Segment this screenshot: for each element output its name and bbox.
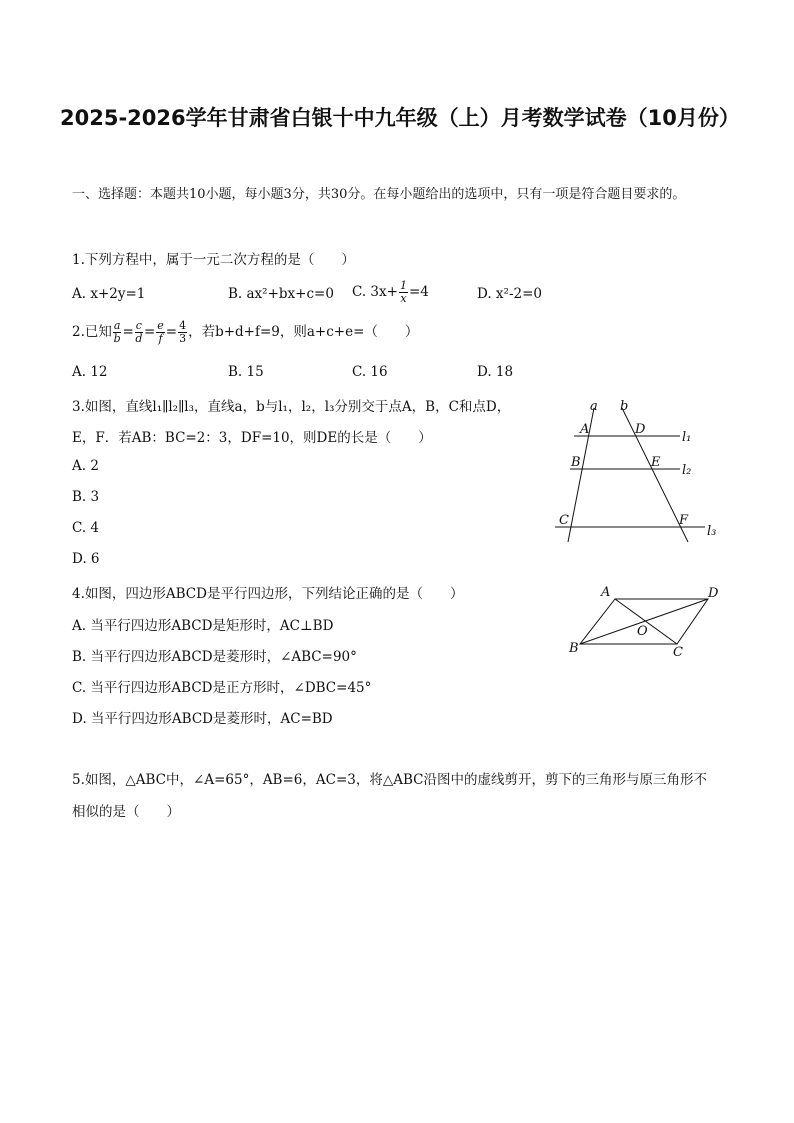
question-3-stem-line-1: 3.如图，直线l₁∥l₂∥l₃，直线a，b与l₁，l₂，l₃分别交于点A，B，C和点D， [72, 399, 511, 415]
fraction-1-over-x: $\frac{1}{x}$ [399, 279, 407, 305]
question-1-stem: 1.下列方程中，属于一元二次方程的是（ ） [72, 252, 355, 268]
label-point-e: E [651, 455, 661, 470]
label-point-a: A [601, 585, 611, 600]
question-5-stem-line-2: 相似的是（ ） [72, 804, 180, 820]
label-l1: l₁ [682, 430, 692, 445]
question-3-option-c: C. 4 [72, 520, 100, 536]
label-l2: l₂ [682, 463, 692, 478]
fraction-4-3: $\frac{4}{3}$ [179, 319, 187, 345]
question-4-option-a: A. 当平行四边形ABCD是矩形时，AC⊥BD [72, 618, 334, 634]
question-4-option-b: B. 当平行四边形ABCD是菱形时，∠ABC=90° [72, 649, 357, 665]
question-2-option-a: A. 12 [72, 364, 108, 380]
question-3-option-d: D. 6 [72, 551, 100, 567]
fraction-e-f: $\frac{e}{f}$ [157, 319, 164, 345]
question-2-stem: 2.已知 $\frac{a}{b}$ = $\frac{c}{d}$ = $\frac{e}{f}$ = $\frac{4}{3}$ ，若b+d+f=9，则a+c+e=（ ） [72, 319, 419, 345]
page-title: 2025-2026学年甘肃省白银十中九年级（上）月考数学试卷（10月份） [60, 106, 740, 130]
question-1-option-c: C. 3x+ $\frac{1}{x}$ =4 [352, 279, 429, 305]
label-point-b: B [569, 641, 579, 656]
question-1-option-b: B. ax²+bx+c=0 [228, 286, 334, 302]
label-point-c: C [673, 645, 683, 660]
question-3-option-b: B. 3 [72, 489, 100, 505]
label-point-b: B [571, 455, 581, 470]
label-point-c: C [559, 513, 569, 528]
question-2-option-d: D. 18 [477, 364, 514, 380]
question-1-option-a: A. x+2y=1 [72, 286, 146, 302]
question-2-option-c: C. 16 [352, 364, 388, 380]
label-a: a [590, 399, 598, 414]
label-point-o: O [637, 624, 648, 639]
parallelogram-figure [565, 582, 725, 660]
label-point-a: A [580, 422, 590, 437]
label-l3: l₃ [707, 524, 717, 539]
question-5-stem-line-1: 5.如图，△ABC中，∠A=65°，AB=6，AC=3，将△ABC沿图中的虚线剪开，剪下的三角形与原三角形不 [72, 772, 707, 788]
parallel-lines-figure [550, 392, 730, 552]
question-4-stem: 4.如图，四边形ABCD是平行四边形，下列结论正确的是（ ） [72, 586, 464, 602]
question-4-option-d: D. 当平行四边形ABCD是菱形时，AC=BD [72, 711, 333, 727]
question-3-stem-line-2: E，F．若AB：BC=2：3，DF=10，则DE的长是（ ） [72, 430, 432, 446]
label-point-f: F [679, 513, 689, 528]
question-1-option-d: D. x²-2=0 [477, 286, 543, 302]
fraction-a-b: $\frac{a}{b}$ [113, 319, 121, 345]
question-2-option-b: B. 15 [228, 364, 264, 380]
label-b: b [620, 399, 629, 414]
fraction-c-d: $\frac{c}{d}$ [135, 319, 143, 345]
section-heading: 一、选择题：本题共10小题，每小题3分，共30分。在每小题给出的选项中，只有一项是符合题目要求的。 [72, 187, 686, 202]
question-4-option-c: C. 当平行四边形ABCD是正方形时，∠DBC=45° [72, 680, 372, 696]
label-point-d: D [635, 422, 646, 437]
question-3-option-a: A. 2 [72, 458, 99, 474]
label-point-d: D [708, 586, 719, 601]
